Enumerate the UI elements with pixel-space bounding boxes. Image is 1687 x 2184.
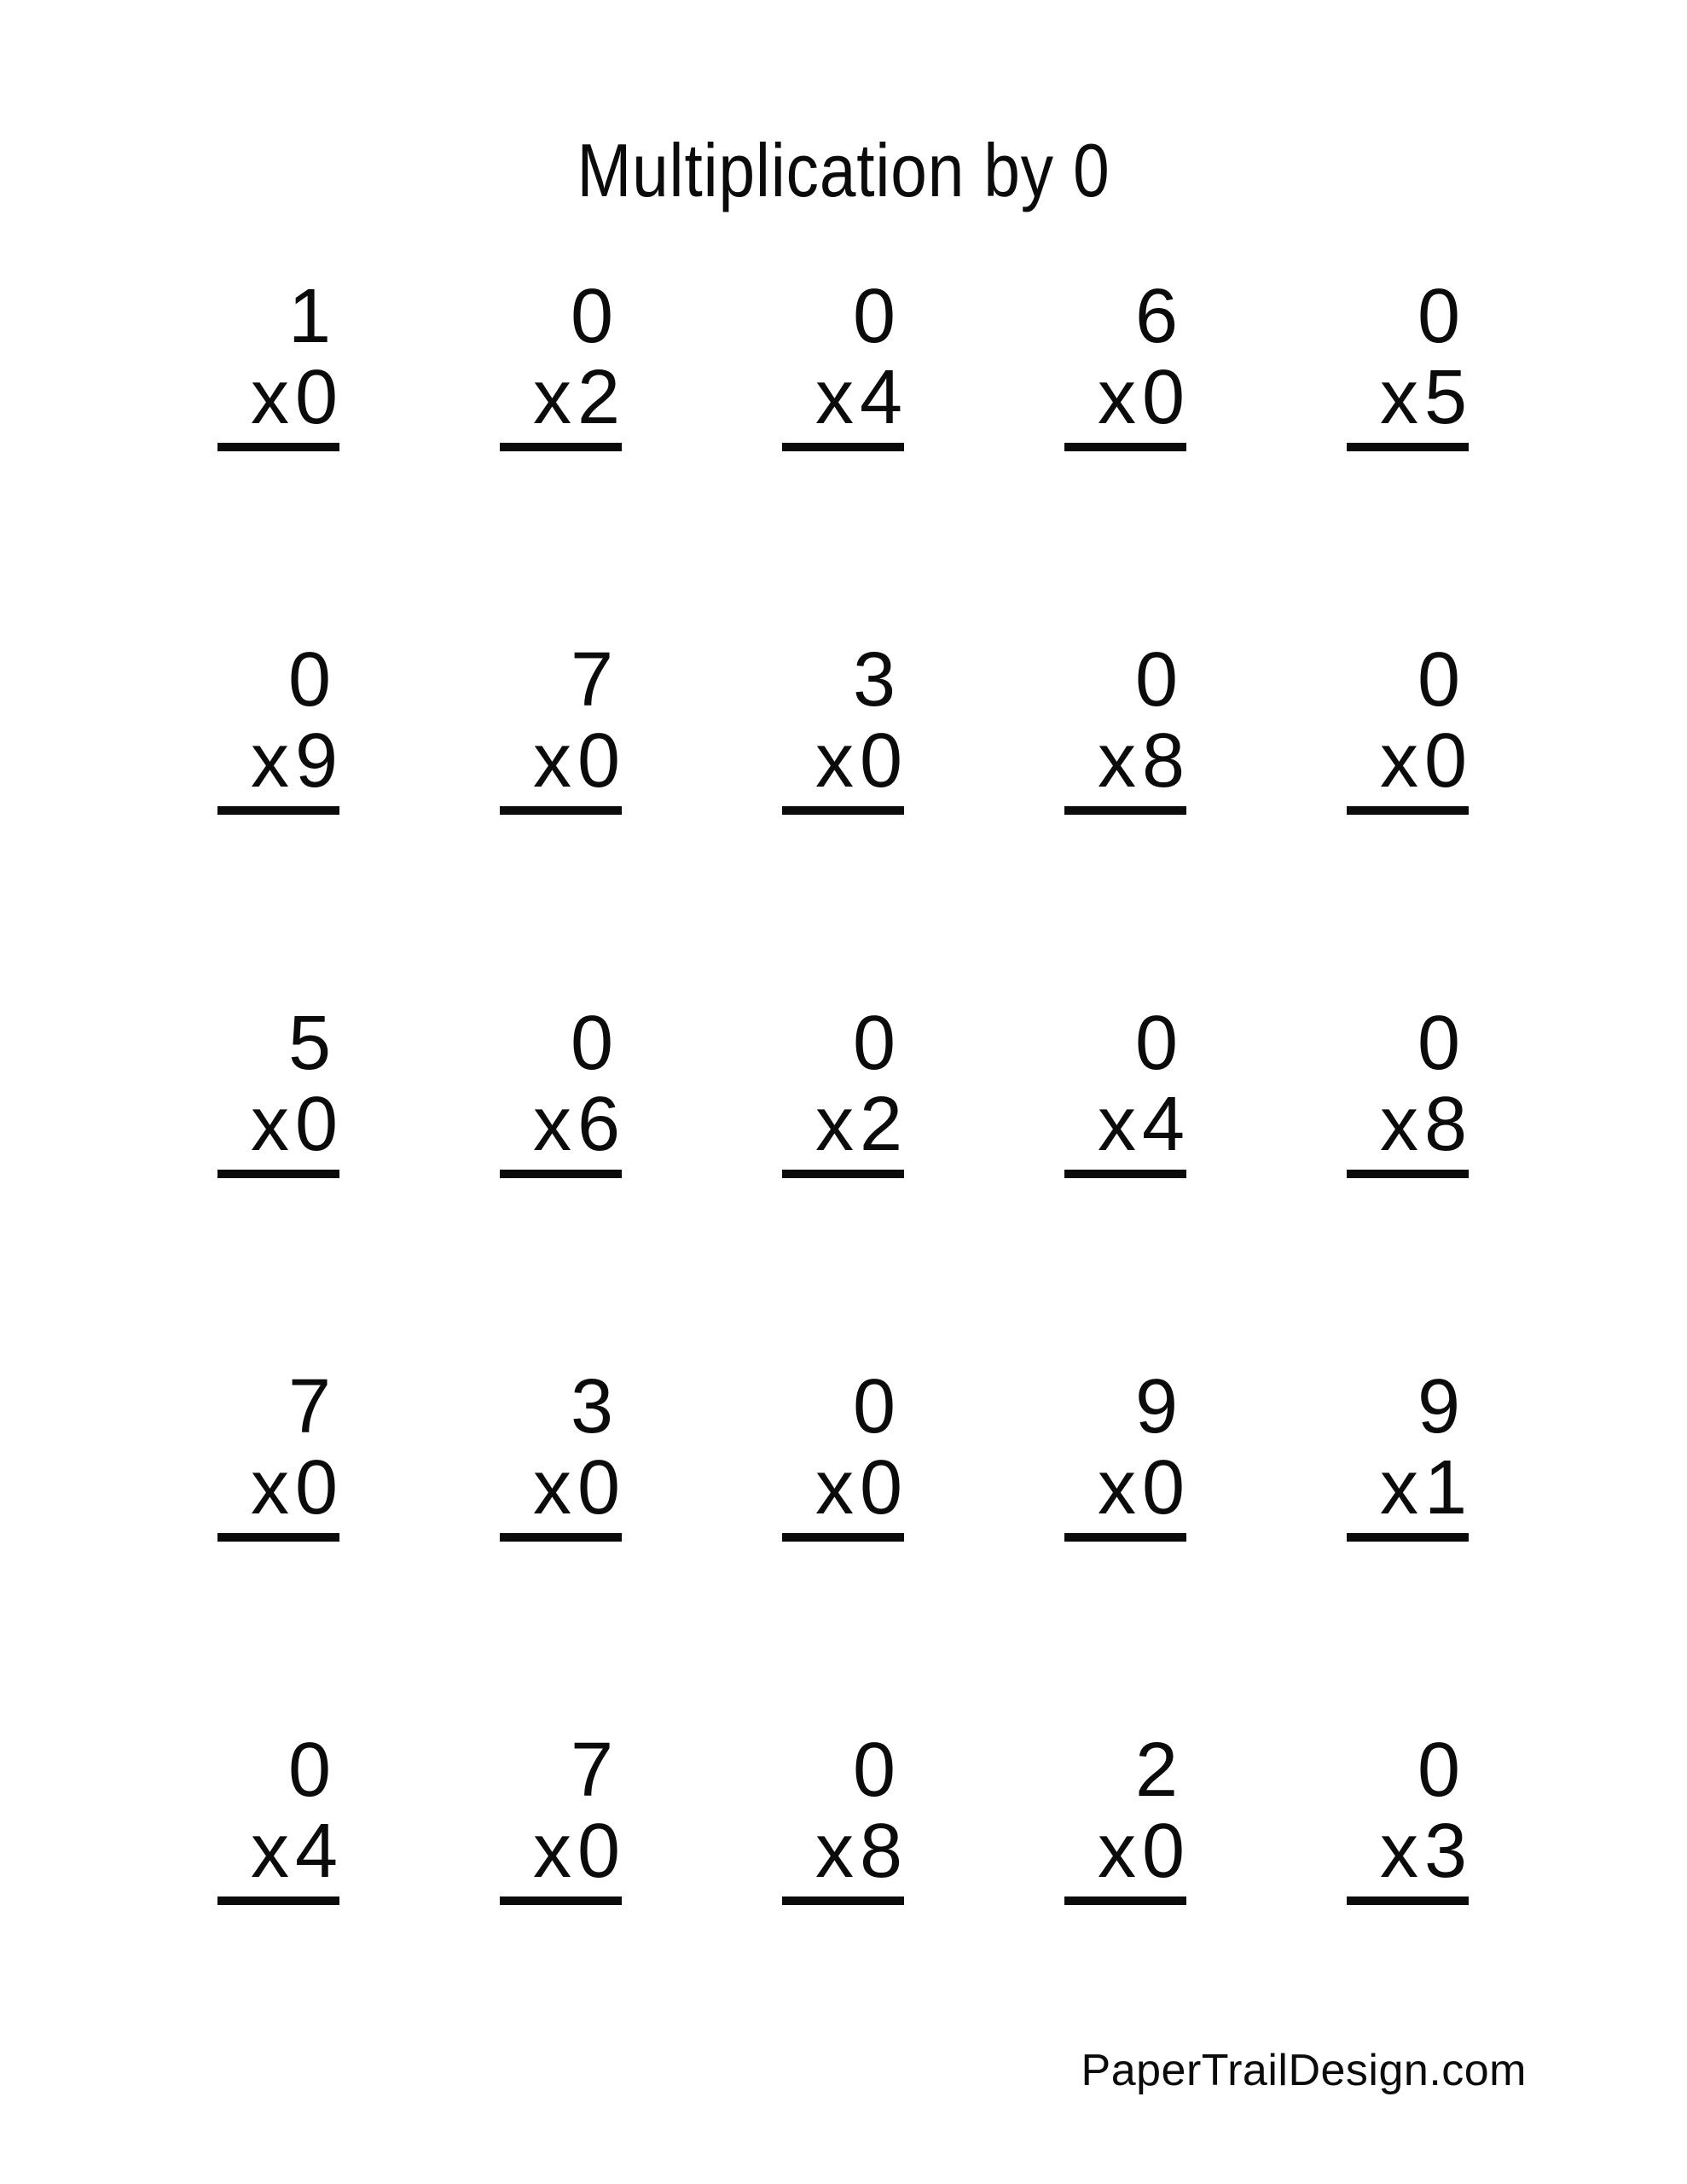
multiply-sign: x — [1097, 1445, 1136, 1531]
multiplicand: 0 — [852, 1001, 896, 1086]
multiplier-row — [782, 1445, 904, 1533]
site-credit: PaperTrailDesign.com — [1081, 2046, 1527, 2095]
multiplier: 0 — [1423, 718, 1467, 804]
answer-line — [782, 1170, 904, 1178]
answer-line — [782, 1896, 904, 1905]
multiplier-row — [500, 1809, 622, 1896]
multiplication-problem — [217, 1002, 339, 1178]
multiply-sign: x — [1379, 1809, 1418, 1894]
multiplier: 0 — [294, 1445, 338, 1531]
multiplier-row — [1347, 1082, 1469, 1170]
multiply-sign: x — [1097, 1809, 1136, 1894]
multiplication-problem — [1064, 1729, 1186, 1905]
answer-line — [500, 806, 622, 815]
multiplier: 0 — [294, 355, 338, 440]
multiplier: 4 — [294, 1809, 338, 1894]
multiplier: 3 — [1423, 1809, 1467, 1894]
multiply-sign: x — [532, 1445, 571, 1531]
multiplier: 4 — [859, 355, 902, 440]
multiplier-row — [782, 1809, 904, 1896]
multiplier-row — [1347, 1445, 1469, 1533]
multiplication-problem — [1064, 276, 1186, 451]
multiplication-problem — [1064, 1366, 1186, 1542]
multiplicand: 5 — [287, 1001, 331, 1086]
multiply-sign: x — [1097, 1082, 1136, 1167]
multiplier-row — [1347, 718, 1469, 806]
answer-line — [782, 1533, 904, 1542]
multiplicand: 0 — [1417, 274, 1460, 359]
multiplier-row — [1064, 718, 1186, 806]
multiplier: 0 — [1141, 1445, 1185, 1531]
multiplication-problem — [1347, 1729, 1469, 1905]
multiply-sign: x — [815, 1809, 854, 1894]
answer-line — [1347, 806, 1469, 815]
multiplicand: 7 — [570, 1728, 613, 1813]
multiplier: 0 — [294, 1082, 338, 1167]
multiplicand: 0 — [1417, 1728, 1460, 1813]
answer-line — [500, 1533, 622, 1542]
worksheet-grid — [217, 276, 1469, 1905]
answer-line — [217, 443, 339, 451]
answer-line — [500, 1170, 622, 1178]
page-title: Multiplication by 0 — [577, 128, 1110, 212]
multiply-sign: x — [815, 1445, 854, 1531]
multiplicand: 0 — [287, 637, 331, 723]
multiplication-problem — [1064, 639, 1186, 815]
multiplicand: 0 — [570, 274, 613, 359]
answer-line — [1064, 1896, 1186, 1905]
multiplicand: 2 — [1134, 1728, 1178, 1813]
multiplier: 0 — [577, 1809, 620, 1894]
multiplier-row — [217, 1082, 339, 1170]
multiplier: 0 — [577, 718, 620, 804]
multiplication-problem — [1347, 1366, 1469, 1542]
multiply-sign: x — [1379, 1082, 1418, 1167]
multiply-sign: x — [1097, 718, 1136, 804]
answer-line — [1064, 1533, 1186, 1542]
multiplicand: 3 — [852, 637, 896, 723]
multiplier-row — [1347, 355, 1469, 443]
multiplier-row — [500, 718, 622, 806]
multiplication-problem — [782, 1729, 904, 1905]
multiplier-row — [500, 1082, 622, 1170]
multiplication-problem — [500, 1729, 622, 1905]
multiplier: 6 — [577, 1082, 620, 1167]
multiplier: 2 — [577, 355, 620, 440]
multiplication-problem — [500, 276, 622, 451]
multiplier-row — [1064, 1082, 1186, 1170]
multiplication-problem — [1064, 1002, 1186, 1178]
multiplicand: 6 — [1134, 274, 1178, 359]
answer-line — [500, 443, 622, 451]
multiplication-problem — [217, 1366, 339, 1542]
multiply-sign: x — [532, 1809, 571, 1894]
multiplicand: 0 — [287, 1728, 331, 1813]
multiplicand: 0 — [1417, 637, 1460, 723]
answer-line — [217, 806, 339, 815]
answer-line — [1347, 1533, 1469, 1542]
multiplicand: 1 — [287, 274, 331, 359]
multiplication-problem — [217, 1729, 339, 1905]
multiplication-problem — [500, 639, 622, 815]
multiplicand: 0 — [1134, 1001, 1178, 1086]
answer-line — [782, 806, 904, 815]
multiplier: 9 — [294, 718, 338, 804]
answer-line — [500, 1896, 622, 1905]
multiplicand: 7 — [287, 1364, 331, 1449]
answer-line — [1064, 1170, 1186, 1178]
multiplication-problem — [782, 639, 904, 815]
multiplication-problem — [782, 1366, 904, 1542]
multiplicand: 0 — [852, 1728, 896, 1813]
multiplier-row — [1347, 1809, 1469, 1896]
multiplication-problem — [500, 1002, 622, 1178]
multiply-sign: x — [532, 355, 571, 440]
multiplier: 8 — [859, 1809, 902, 1894]
multiplier: 5 — [1423, 355, 1467, 440]
multiplier-row — [1064, 1445, 1186, 1533]
answer-line — [1064, 806, 1186, 815]
multiplier-row — [1064, 1809, 1186, 1896]
multiplier-row — [782, 718, 904, 806]
multiplication-problem — [217, 639, 339, 815]
multiplier: 8 — [1141, 718, 1185, 804]
multiplier-row — [500, 1445, 622, 1533]
multiplicand: 9 — [1134, 1364, 1178, 1449]
multiplicand: 0 — [570, 1001, 613, 1086]
multiply-sign: x — [815, 718, 854, 804]
multiplier-row — [217, 1809, 339, 1896]
multiply-sign: x — [250, 1082, 289, 1167]
multiply-sign: x — [250, 355, 289, 440]
multiplicand: 7 — [570, 637, 613, 723]
multiplication-problem — [782, 1002, 904, 1178]
multiply-sign: x — [250, 1445, 289, 1531]
multiply-sign: x — [250, 1809, 289, 1894]
multiplier: 0 — [1141, 355, 1185, 440]
multiplier-row — [782, 1082, 904, 1170]
multiplication-problem — [1347, 639, 1469, 815]
answer-line — [217, 1896, 339, 1905]
multiplier-row — [782, 355, 904, 443]
answer-line — [1347, 1170, 1469, 1178]
multiply-sign: x — [1097, 355, 1136, 440]
multiplicand: 0 — [852, 1364, 896, 1449]
multiply-sign: x — [250, 718, 289, 804]
answer-line — [1347, 1896, 1469, 1905]
multiplier: 0 — [859, 1445, 902, 1531]
multiplicand: 3 — [570, 1364, 613, 1449]
multiplier: 4 — [1141, 1082, 1185, 1167]
answer-line — [217, 1170, 339, 1178]
multiply-sign: x — [1379, 1445, 1418, 1531]
multiplier: 0 — [577, 1445, 620, 1531]
multiply-sign: x — [1379, 718, 1418, 804]
multiplicand: 0 — [1417, 1001, 1460, 1086]
answer-line — [1064, 443, 1186, 451]
multiplier-row — [500, 355, 622, 443]
multiply-sign: x — [532, 1082, 571, 1167]
multiplication-problem — [1347, 276, 1469, 451]
multiplier-row — [217, 718, 339, 806]
answer-line — [1347, 443, 1469, 451]
multiplier: 0 — [859, 718, 902, 804]
multiplier: 2 — [859, 1082, 902, 1167]
multiplication-problem — [782, 276, 904, 451]
multiply-sign: x — [1379, 355, 1418, 440]
multiplicand: 0 — [852, 274, 896, 359]
multiply-sign: x — [532, 718, 571, 804]
multiplicand: 9 — [1417, 1364, 1460, 1449]
multiply-sign: x — [815, 355, 854, 440]
multiplier-row — [1064, 355, 1186, 443]
multiplication-problem — [1347, 1002, 1469, 1178]
answer-line — [217, 1533, 339, 1542]
multiplier: 0 — [1141, 1809, 1185, 1894]
multiplier-row — [217, 355, 339, 443]
multiplication-problem — [217, 276, 339, 451]
answer-line — [782, 443, 904, 451]
multiplier: 8 — [1423, 1082, 1467, 1167]
multiplier-row — [217, 1445, 339, 1533]
multiply-sign: x — [815, 1082, 854, 1167]
multiplier: 1 — [1423, 1445, 1467, 1531]
multiplication-problem — [500, 1366, 622, 1542]
multiplicand: 0 — [1134, 637, 1178, 723]
